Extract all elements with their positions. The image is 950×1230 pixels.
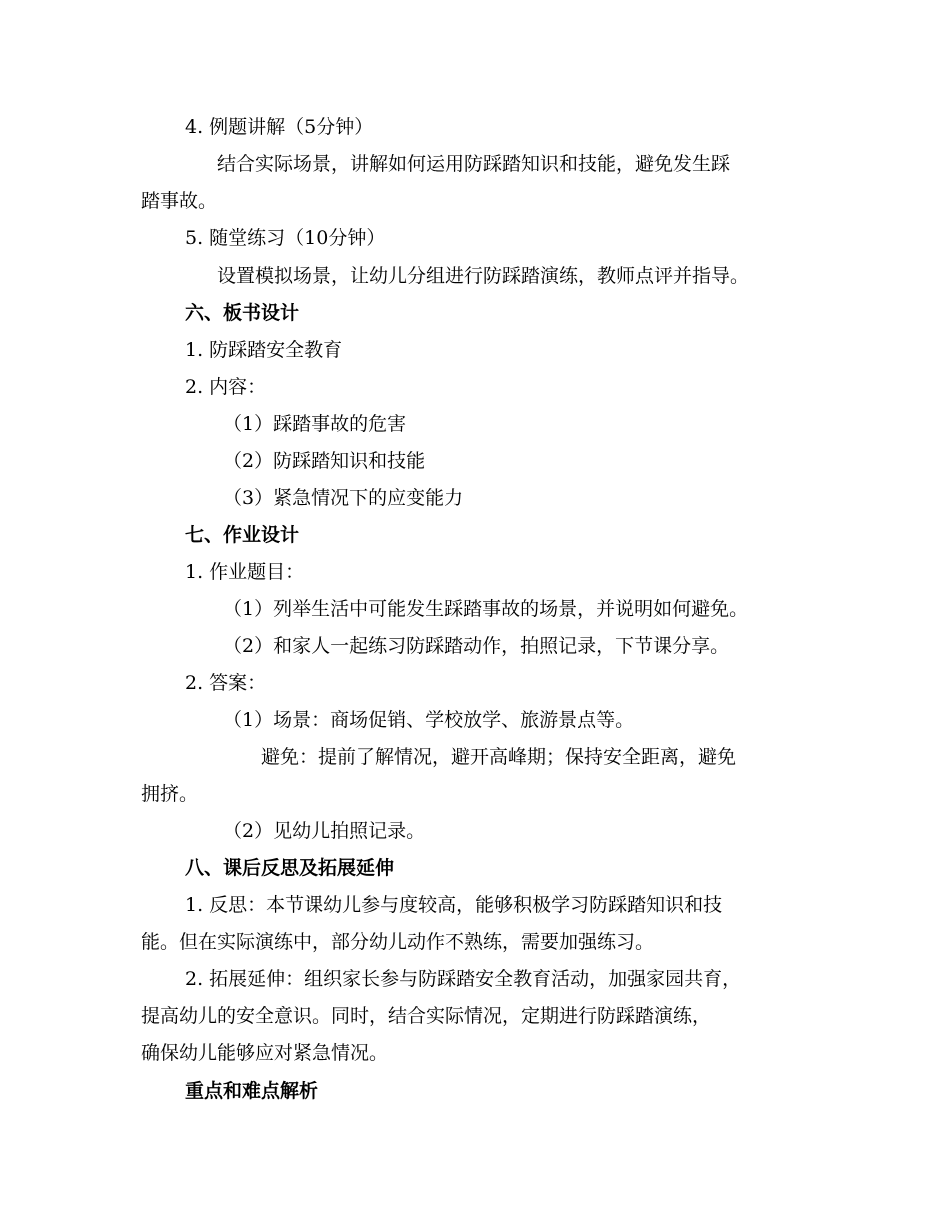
- sub-list-item: （2）和家人一起练习防踩踏动作，拍照记录，下节课分享。: [223, 635, 730, 657]
- list-item: 1. 防踩踏安全教育: [185, 339, 343, 361]
- sub-list-item: （3）紧急情况下的应变能力: [223, 487, 464, 509]
- paragraph-line: 2. 拓展延伸：组织家长参与防踩踏安全教育活动，加强家园共育，: [185, 968, 742, 990]
- sub-list-item: （1）列举生活中可能发生踩踏事故的场景，并说明如何避免。: [223, 598, 749, 620]
- list-item-example-explanation: 4. 例题讲解（5分钟）: [185, 116, 374, 138]
- sub-list-item: （1）场景：商场促销、学校放学、旅游景点等。: [223, 709, 635, 731]
- sub-list-item: （2）防踩踏知识和技能: [223, 450, 426, 472]
- list-item-classroom-practice: 5. 随堂练习（10分钟）: [185, 227, 386, 249]
- section-heading-board-design: 六、板书设计: [185, 302, 300, 324]
- paragraph-line: 设置模拟场景，让幼儿分组进行防踩踏演练，教师点评并指导。: [217, 265, 750, 287]
- paragraph-line: 拥挤。: [141, 783, 199, 805]
- section-heading-homework-design: 七、作业设计: [185, 524, 300, 546]
- paragraph-line: 能。但在实际演练中，部分幼儿动作不熟练，需要加强练习。: [141, 931, 655, 953]
- list-item: 2. 答案：: [185, 672, 267, 694]
- paragraph-line: 避免：提前了解情况，避开高峰期；保持安全距离，避免: [261, 746, 737, 768]
- paragraph-line: 踏事故。: [141, 190, 218, 212]
- list-item: 1. 作业题目：: [185, 561, 305, 583]
- paragraph-line: 结合实际场景，讲解如何运用防踩踏知识和技能，避免发生踩: [217, 153, 731, 175]
- section-heading-key-points: 重点和难点解析: [185, 1080, 319, 1102]
- paragraph-line: 确保幼儿能够应对紧急情况。: [141, 1042, 389, 1064]
- list-item: 2. 内容：: [185, 376, 267, 398]
- paragraph-line: 1. 反思：本节课幼儿参与度较高，能够积极学习防踩踏知识和技: [185, 894, 723, 916]
- section-heading-reflection-extension: 八、课后反思及拓展延伸: [185, 857, 395, 879]
- sub-list-item: （2）见幼儿拍照记录。: [223, 820, 426, 842]
- sub-list-item: （1）踩踏事故的危害: [223, 413, 407, 435]
- paragraph-line: 提高幼儿的安全意识。同时，结合实际情况，定期进行防踩踏演练，: [141, 1005, 712, 1027]
